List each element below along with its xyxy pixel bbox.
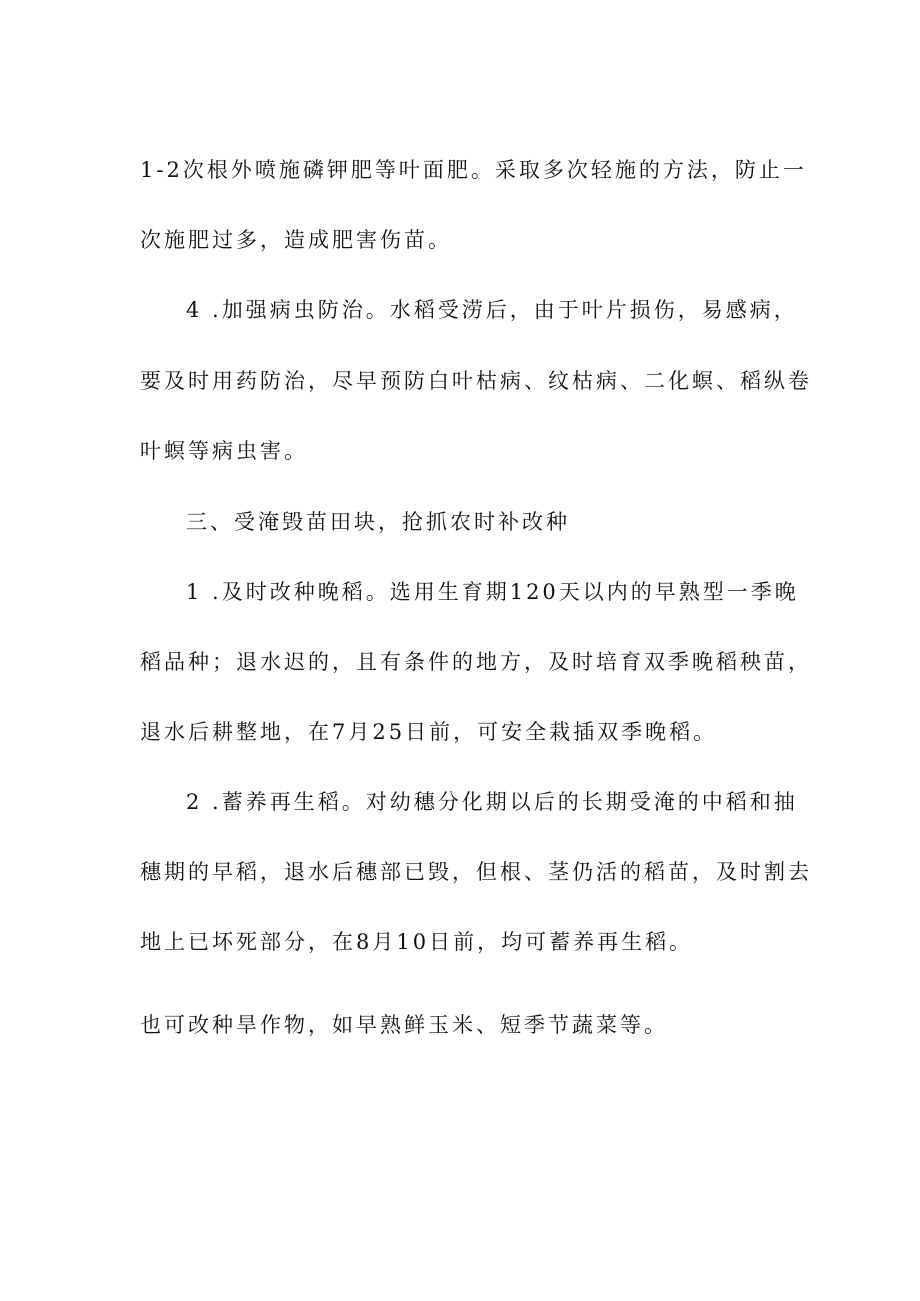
body-text-line: 也可改种旱作物，如早熟鲜玉米、短季节蔬菜等。 [140, 1013, 668, 1037]
section-item-heading: 1 .及时改种晚稻。选用生育期120天以内的早熟型一季晚 [186, 580, 799, 604]
body-text-line: 稻品种；退水迟的，且有条件的地方，及时培育双季晚稻秧苗， [140, 650, 812, 674]
section-heading: 三、受淹毁苗田块，抢抓农时补改种 [186, 510, 570, 534]
body-text-line: 穗期的早稻，退水后穗部已毁，但根、茎仍活的稻苗，及时割去 [140, 860, 812, 884]
body-text-line: 退水后耕整地，在7月25日前，可安全栽插双季晚稻。 [140, 720, 718, 744]
body-text-line: 要及时用药防治，尽早预防白叶枯病、纹枯病、二化螟、稻纵卷 [140, 369, 812, 393]
section-item-heading: 2 .蓄养再生稻。对幼穗分化期以后的长期受淹的中稻和抽 [186, 790, 798, 814]
body-text-line: 地上已坏死部分，在8月10日前，均可蓄养再生稻。 [140, 930, 694, 954]
body-text-line: 次施肥过多，造成肥害伤苗。 [140, 228, 452, 252]
section-item-heading: 4 .加强病虫防治。水稻受涝后，由于叶片损伤，易感病， [186, 298, 798, 322]
body-text-line: 叶螟等病虫害。 [140, 439, 308, 463]
body-text-line: 1-2次根外喷施磷钾肥等叶面肥。采取多次轻施的方法，防止一 [140, 158, 807, 182]
